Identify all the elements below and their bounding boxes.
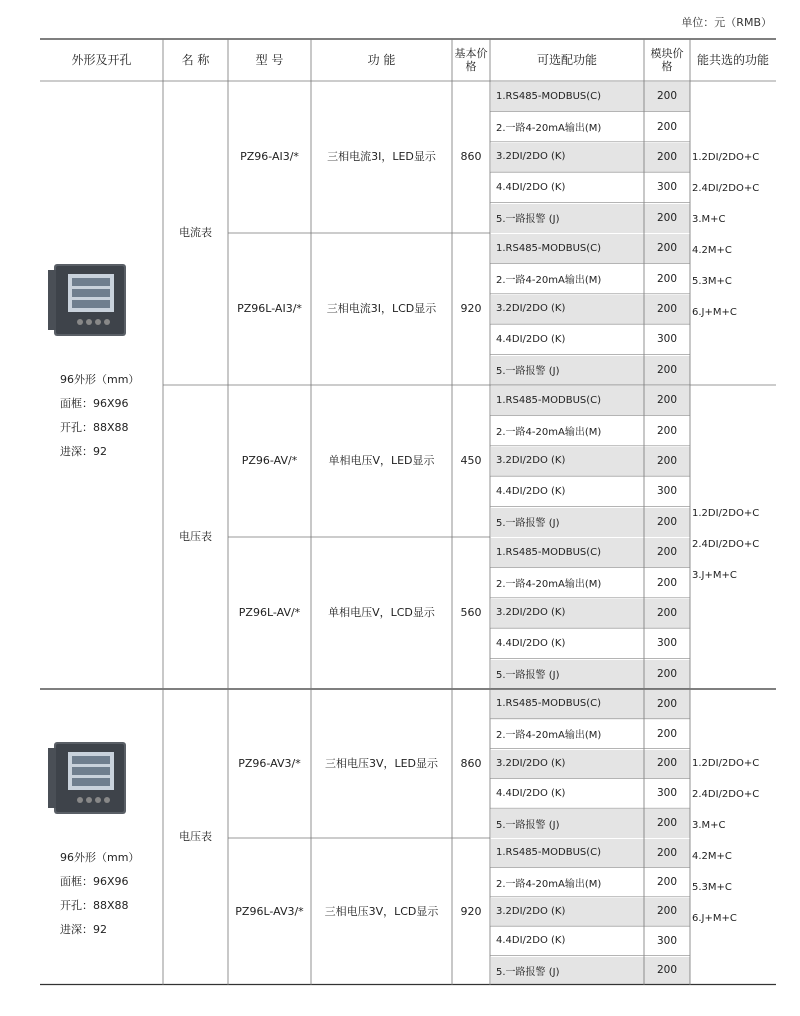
- meter-image: [46, 738, 132, 818]
- function-desc: 单相电压V，LED显示: [328, 454, 435, 468]
- module-price: 200: [656, 727, 678, 740]
- spec-outline: 96外形（mm）: [60, 373, 140, 386]
- module-price: 200: [656, 90, 678, 103]
- module-price: 200: [656, 606, 678, 619]
- spec-cutout: 开孔：88X88: [60, 899, 129, 912]
- spec-depth: 进深：92: [60, 445, 107, 458]
- module-price: 200: [656, 757, 678, 770]
- base-price: 860: [460, 756, 482, 770]
- function-desc: 三相电流3I，LED显示: [327, 150, 436, 164]
- combinable-item: 1.2DI/2DO+C: [692, 758, 760, 769]
- model-code: PZ96-AI3/*: [240, 150, 299, 164]
- module-price: 200: [656, 846, 678, 859]
- model-code: PZ96-AV/*: [241, 454, 298, 468]
- module-price: 200: [656, 667, 678, 680]
- module-price: 200: [656, 120, 678, 133]
- specs-list-1: [60, 368, 139, 464]
- header-options: 可选配功能: [536, 52, 597, 67]
- module-price: 200: [656, 363, 678, 376]
- option-label: 1.RS485-MODBUS(C): [496, 394, 602, 406]
- module-price: 200: [656, 817, 678, 830]
- module-price: 200: [656, 905, 678, 918]
- option-label: 1.RS485-MODBUS(C): [496, 847, 602, 859]
- product-name: 电压表: [179, 530, 212, 544]
- header-model: 型 号: [255, 52, 284, 67]
- module-price: 200: [656, 424, 678, 437]
- module-price: 300: [656, 637, 678, 650]
- option-label: 2.一路4-20mA输出(M): [496, 427, 602, 439]
- spec-frame: 面框：96X96: [60, 397, 129, 410]
- module-price: 200: [656, 546, 678, 559]
- product-name: 电流表: [179, 226, 212, 240]
- module-price: 200: [656, 394, 678, 407]
- combinable-item: 5.3M+C: [692, 276, 732, 287]
- option-label: 4.4DI/2DO (K): [496, 935, 566, 947]
- option-label: 4.4DI/2DO (K): [496, 637, 566, 649]
- option-label: 5.一路报警 (J): [496, 819, 560, 831]
- option-label: 2.一路4-20mA输出(M): [496, 878, 602, 890]
- combinable-list: [692, 142, 776, 328]
- meter-image: [46, 260, 132, 340]
- module-price: 300: [656, 485, 678, 498]
- combinable-item: 3.J+M+C: [692, 570, 737, 581]
- option-label: 5.一路报警 (J): [496, 518, 560, 530]
- option-label: 2.一路4-20mA输出(M): [496, 123, 602, 135]
- option-label: 3.2DI/2DO (K): [496, 151, 566, 163]
- header-module-price: 模块价格: [650, 46, 684, 73]
- header-combinable: 能共选的功能: [696, 52, 769, 67]
- module-price: 200: [656, 964, 678, 977]
- combinable-item: 5.3M+C: [692, 882, 732, 893]
- option-label: 3.2DI/2DO (K): [496, 607, 566, 619]
- module-price: 200: [656, 242, 678, 255]
- option-label: 1.RS485-MODBUS(C): [496, 242, 602, 254]
- combinable-list: [692, 748, 776, 934]
- option-label: 1.RS485-MODBUS(C): [496, 90, 602, 102]
- combinable-list: [692, 498, 776, 591]
- base-price: 560: [460, 606, 482, 620]
- model-code: PZ96-AV3/*: [238, 756, 301, 770]
- spec-cutout: 开孔：88X88: [60, 421, 129, 434]
- option-label: 4.4DI/2DO (K): [496, 181, 566, 193]
- module-price: 200: [656, 454, 678, 467]
- option-label: 2.一路4-20mA输出(M): [496, 275, 602, 287]
- option-label: 5.一路报警 (J): [496, 366, 560, 378]
- option-label: 3.2DI/2DO (K): [496, 757, 566, 769]
- module-price: 200: [656, 515, 678, 528]
- combinable-item: 1.2DI/2DO+C: [692, 152, 760, 163]
- combinable-item: 2.4DI/2DO+C: [692, 789, 760, 800]
- model-code: PZ96L-AV/*: [238, 606, 301, 620]
- module-price: 200: [656, 576, 678, 589]
- option-label: 4.4DI/2DO (K): [496, 485, 566, 497]
- product-name: 电压表: [179, 830, 212, 844]
- function-desc: 三相电压3V，LCD显示: [324, 904, 439, 918]
- module-price: 300: [656, 181, 678, 194]
- combinable-item: 4.2M+C: [692, 851, 732, 862]
- header-shape: 外形及开孔: [71, 52, 132, 67]
- option-label: 5.一路报警 (J): [496, 670, 560, 682]
- spec-frame: 面框：96X96: [60, 875, 129, 888]
- option-label: 5.一路报警 (J): [496, 214, 560, 226]
- module-price: 200: [656, 272, 678, 285]
- module-price: 300: [656, 333, 678, 346]
- base-price: 450: [460, 454, 482, 468]
- header-function: 功 能: [367, 52, 396, 67]
- function-desc: 三相电流3I，LCD显示: [326, 302, 437, 316]
- model-code: PZ96L-AV3/*: [235, 904, 304, 918]
- combinable-item: 3.M+C: [692, 214, 726, 225]
- option-label: 2.一路4-20mA输出(M): [496, 730, 602, 742]
- function-desc: 单相电压V，LCD显示: [328, 606, 435, 620]
- option-label: 2.一路4-20mA输出(M): [496, 579, 602, 591]
- option-label: 1.RS485-MODBUS(C): [496, 546, 602, 558]
- combinable-item: 6.J+M+C: [692, 913, 737, 924]
- module-price: 300: [656, 787, 678, 800]
- model-code: PZ96L-AI3/*: [237, 302, 302, 316]
- module-price: 200: [656, 876, 678, 889]
- price-table: [40, 38, 776, 986]
- specs-list-2: [60, 846, 139, 942]
- base-price: 920: [460, 302, 482, 316]
- option-label: 1.RS485-MODBUS(C): [496, 698, 602, 710]
- header-name: 名 称: [181, 52, 210, 67]
- option-label: 4.4DI/2DO (K): [496, 787, 566, 799]
- unit-label: 单位：元（RMB）: [681, 16, 772, 29]
- combinable-item: 6.J+M+C: [692, 307, 737, 318]
- base-price: 860: [460, 150, 482, 164]
- combinable-item: 1.2DI/2DO+C: [692, 508, 760, 519]
- module-price: 200: [656, 302, 678, 315]
- option-label: 3.2DI/2DO (K): [496, 905, 566, 917]
- header-base-price: 基本价格: [454, 46, 488, 73]
- spec-depth: 进深：92: [60, 923, 107, 936]
- module-price: 300: [656, 934, 678, 947]
- option-label: 3.2DI/2DO (K): [496, 455, 566, 467]
- combinable-item: 4.2M+C: [692, 245, 732, 256]
- base-price: 920: [460, 904, 482, 918]
- option-label: 4.4DI/2DO (K): [496, 333, 566, 345]
- combinable-item: 2.4DI/2DO+C: [692, 183, 760, 194]
- module-price: 200: [656, 211, 678, 224]
- option-label: 3.2DI/2DO (K): [496, 303, 566, 315]
- option-label: 5.一路报警 (J): [496, 966, 560, 978]
- function-desc: 三相电压3V，LED显示: [324, 756, 439, 770]
- module-price: 200: [656, 150, 678, 163]
- module-price: 200: [656, 697, 678, 710]
- combinable-item: 2.4DI/2DO+C: [692, 539, 760, 550]
- combinable-item: 3.M+C: [692, 820, 726, 831]
- spec-outline: 96外形（mm）: [60, 851, 140, 864]
